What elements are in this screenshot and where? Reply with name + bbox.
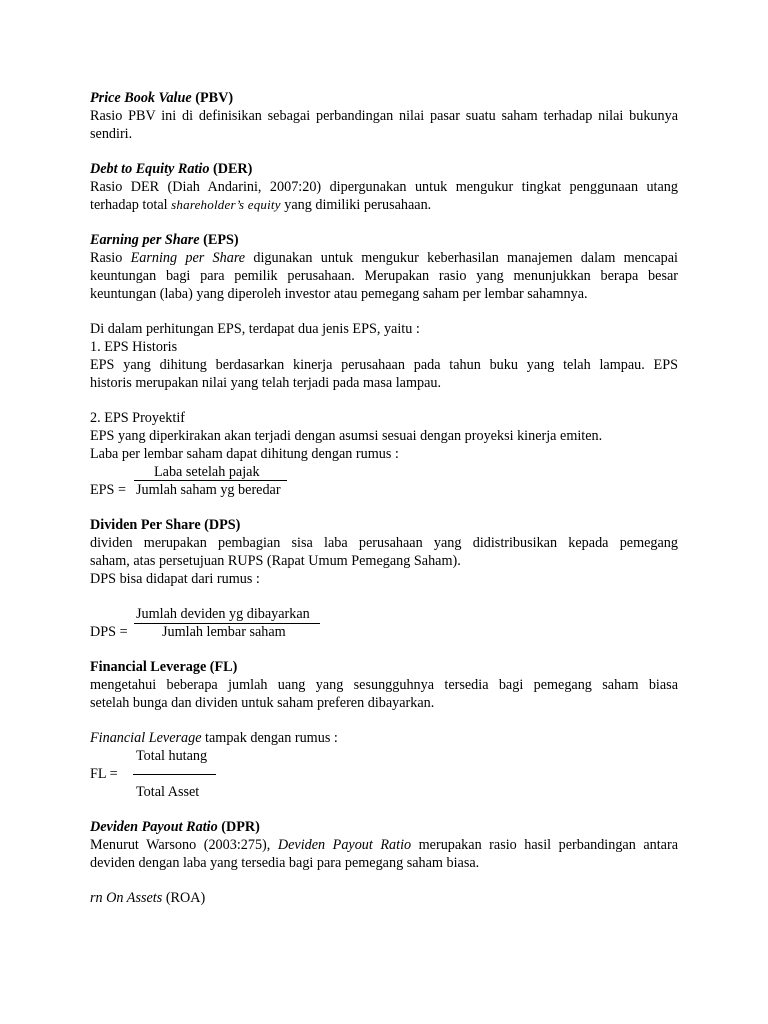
der-line2-term: shareholder’s equity	[171, 197, 281, 212]
fl-formula-label: FL =	[90, 766, 118, 782]
pbv-abbr: (PBV)	[191, 90, 234, 106]
eps-paragraph-line-3: keuntungan (laba) yang diperoleh investor atau pemegang saham per lembar sahamnya.	[90, 286, 588, 302]
eps-heading	[90, 231, 678, 249]
fl-paragraph-line-2: setelah bunga dan dividen untuk saham preferen dibayarkan.	[90, 695, 435, 711]
pbv-title: Price Book Value	[90, 90, 192, 106]
dpr-title: Deviden Payout Ratio	[90, 819, 218, 835]
fl-formula-intro	[90, 729, 678, 747]
pbv-paragraph-line-2: sendiri.	[90, 126, 133, 142]
dps-paragraph-line-2: saham, atas persetujuan RUPS (Rapat Umum Pemegang Saham).	[90, 553, 461, 569]
fl-formula-label-row	[90, 765, 678, 783]
der-abbr: (DER)	[209, 161, 253, 177]
eps-formula-denominator: Jumlah saham yg beredar	[136, 482, 281, 498]
dps-formula-denominator: Jumlah lembar saham	[162, 624, 286, 640]
dps-heading: Dividen Per Share (DPS)	[90, 517, 241, 533]
fl-intro-post: tampak dengan rumus :	[201, 730, 338, 746]
eps-line1-term: Earning per Share	[130, 250, 246, 266]
pbv-heading	[90, 89, 678, 107]
eps-abbr: (EPS)	[199, 232, 239, 248]
dpr-abbr: (DPR)	[217, 819, 260, 835]
fl-heading: Financial Leverage (FL)	[90, 659, 238, 675]
fl-intro-term: Financial Leverage	[90, 730, 202, 746]
roa-abbr: (ROA)	[162, 890, 206, 906]
fl-formula-denominator-row	[90, 783, 678, 801]
dpr-paragraph-line-2: deviden dengan laba yang tersedia bagi para pemegang saham biasa.	[90, 855, 480, 871]
fl-formula-denominator: Total Asset	[136, 784, 200, 800]
eps-type1-line-1: EPS yang dihitung berdasarkan kinerja perusahaan pada tahun buku yang telah lampau. EPS	[90, 357, 678, 373]
dps-paragraph-line-1: dividen merupakan pembagian sisa laba perusahaan yang didistribusikan kepada pemegang	[90, 535, 678, 551]
eps-title: Earning per Share	[90, 232, 200, 248]
eps-type1-line-2: historis merupakan nilai yang telah terjadi pada masa lampau.	[90, 375, 442, 391]
fl-paragraph-line-1: mengetahui beberapa jumlah uang yang sesungguhnya tersedia bagi pemegang saham biasa	[90, 677, 678, 693]
der-line2-pre: terhadap total	[90, 197, 172, 213]
dpr-paragraph-line-1	[90, 836, 678, 854]
der-title: Debt to Equity Ratio	[90, 161, 210, 177]
der-line2-post: yang dimiliki perusahaan.	[280, 197, 432, 213]
eps-type2-line-1: EPS yang diperkirakan akan terjadi dengan asumsi sesuai dengan proyeksi kinerja emiten.	[90, 428, 603, 444]
dps-paragraph-line-3: DPS bisa didapat dari rumus :	[90, 571, 260, 587]
eps-line1-pre: Rasio	[90, 250, 131, 266]
dps-formula-denominator-row	[90, 623, 678, 641]
eps-types-intro: Di dalam perhitungan EPS, terdapat dua jenis EPS, yaitu :	[90, 321, 420, 337]
der-paragraph-line-2	[90, 196, 678, 214]
dpr-line1-pre: Menurut Warsono (2003:275),	[90, 837, 278, 853]
eps-formula-denominator-row	[90, 481, 678, 499]
eps-type1-title: 1. EPS Historis	[90, 339, 178, 355]
eps-formula-numerator-row	[90, 463, 678, 481]
eps-formula-numerator: Laba setelah pajak	[154, 464, 260, 480]
eps-paragraph-line-1	[90, 249, 678, 267]
eps-type2-title: 2. EPS Proyektif	[90, 410, 185, 426]
der-heading	[90, 160, 678, 178]
dpr-line1-term: Deviden Payout Ratio	[277, 837, 412, 853]
dps-formula-numerator-row	[90, 605, 678, 623]
der-paragraph-line-1: Rasio DER (Diah Andarini, 2007:20) dipergunakan untuk mengukur tingkat penggunaan utang	[90, 179, 678, 195]
eps-line1-post: digunakan untuk mengukur keberhasilan manajemen dalam mencapai	[245, 250, 678, 266]
eps-paragraph-line-2: keuntungan bagi para pemilik perusahaan. Merupakan rasio yang menunjukkan berapa besar	[90, 268, 678, 284]
eps-formula-intro: Laba per lembar saham dapat dihitung dengan rumus :	[90, 446, 399, 462]
dpr-heading	[90, 818, 678, 836]
document-page	[90, 89, 678, 907]
fl-fraction-bar	[133, 774, 216, 775]
roa-heading	[90, 889, 678, 907]
roa-title: rn On Assets	[90, 890, 163, 906]
dps-formula-label: DPS =	[90, 624, 128, 640]
eps-formula-label: EPS =	[90, 482, 126, 498]
fl-formula-numerator: Total hutang	[136, 748, 208, 764]
fl-formula-numerator-row	[90, 747, 678, 765]
dps-formula-numerator: Jumlah deviden yg dibayarkan	[136, 606, 310, 622]
pbv-paragraph-line-1: Rasio PBV ini di definisikan sebagai perbandingan nilai pasar suatu saham terhadap nilai bukunya	[90, 108, 678, 124]
dpr-line1-post: merupakan rasio hasil perbandingan antara	[411, 837, 678, 853]
